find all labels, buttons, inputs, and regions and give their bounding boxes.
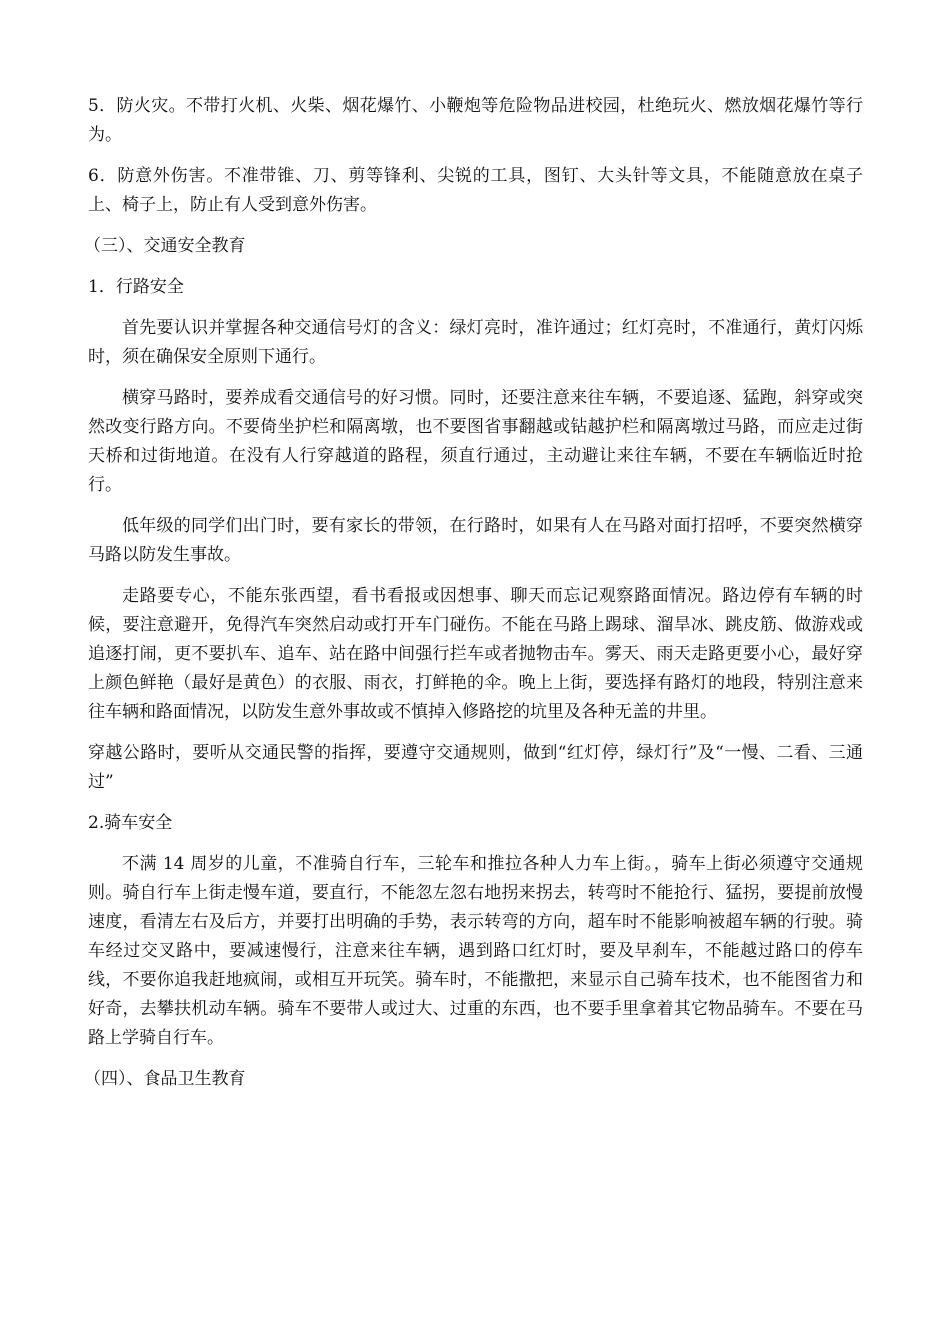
paragraph-accident-prevention: 6．防意外伤害。不准带锥、刀、剪等锋利、尖锐的工具，图钉、大头针等文具，不能随意放在桌子上、椅子上，防止有人受到意外伤害。: [88, 166, 863, 215]
section-heading-food-hygiene: （四）、食品卫生教育: [84, 1069, 246, 1089]
paragraph-cycling-rules: 不满 14 周岁的儿童，不准骑自行车，三轮车和推拉各种人力车上街。，骑车上街必须遵守交通规则。骑自行车上街走慢车道，要直行，不能忽左忽右地拐来拐去，转弯时不能抢行、猛拐，要提前放慢速度，看清左右及后方，并要打出明确的手势，表示转弯的方向，超车时不能影响被超车辆的行驶。骑车经过交叉路中，要减速慢行，注意来往车辆，遇到路口红灯时，要及早刹车，不能越过路口的停车线，不要你追我赶地疯闹，或相互开玩笑。骑车时，不能撒把，来显示自己骑车技术，也不能图省力和好奇，去攀扶机动车辆。骑车不要带人或过大、过重的东西，也不要手里拿着其它物品骑车。不要在马路上学骑自行车。: [88, 854, 863, 1048]
subheading-cycling-safety: 2.骑车安全: [88, 813, 173, 833]
section-heading-traffic-safety: （三）、交通安全教育: [84, 236, 246, 256]
paragraph-walking-attention: 走路要专心，不能东张西望，看书看报或因想事、聊天而忘记观察路面情况。路边停有车辆的时候，要注意避开，免得汽车突然启动或打开车门碰伤。不能在马路上踢球、溜旱冰、跳皮筋、做游戏或追逐打闹，更不要扒车、追车、站在路中间强行拦车或者抛物击车。雾天、雨天走路更要小心，最好穿上颜色鲜艳（最好是黄色）的衣服、雨衣，打鲜艳的伞。晚上上街，要选择有路灯的地段，特别注意来往车辆和路面情况，以防发生意外事故或不慎掉入修路挖的坑里及各种无盖的井里。: [88, 586, 863, 722]
paragraph-young-students: 低年级的同学们出门时，要有家长的带领，在行路时，如果有人在马路对面打招呼，不要突然横穿马路以防发生事故。: [88, 516, 863, 565]
paragraph-traffic-lights: 首先要认识并掌握各种交通信号灯的含义：绿灯亮时，准许通过；红灯亮时，不准通行，黄灯闪烁时，须在确保安全原则下通行。: [88, 318, 863, 367]
subheading-walking-safety: 1．行路安全: [88, 277, 184, 297]
paragraph-crossing-highway: 穿越公路时，要听从交通民警的指挥，要遵守交通规则，做到“红灯停，绿灯行”及“一慢、二看、三通过”: [88, 743, 863, 792]
paragraph-crossing-road: 横穿马路时，要养成看交通信号的好习惯。同时，还要注意来往车辆，不要追逐、猛跑，斜穿或突然改变行路方向。不要倚坐护栏和隔离墩，也不要图省事翻越或钻越护栏和隔离墩过马路，而应走过街天桥和过街地道。在没有人行穿越道的路程，须直行通过，主动避让来往车辆，不要在车辆临近时抢行。: [88, 388, 863, 495]
document-page: [84, 92, 863, 1106]
paragraph-fire-prevention: 5．防火灾。不带打火机、火柴、烟花爆竹、小鞭炮等危险物品进校园，杜绝玩火、燃放烟花爆竹等行为。: [88, 96, 863, 145]
